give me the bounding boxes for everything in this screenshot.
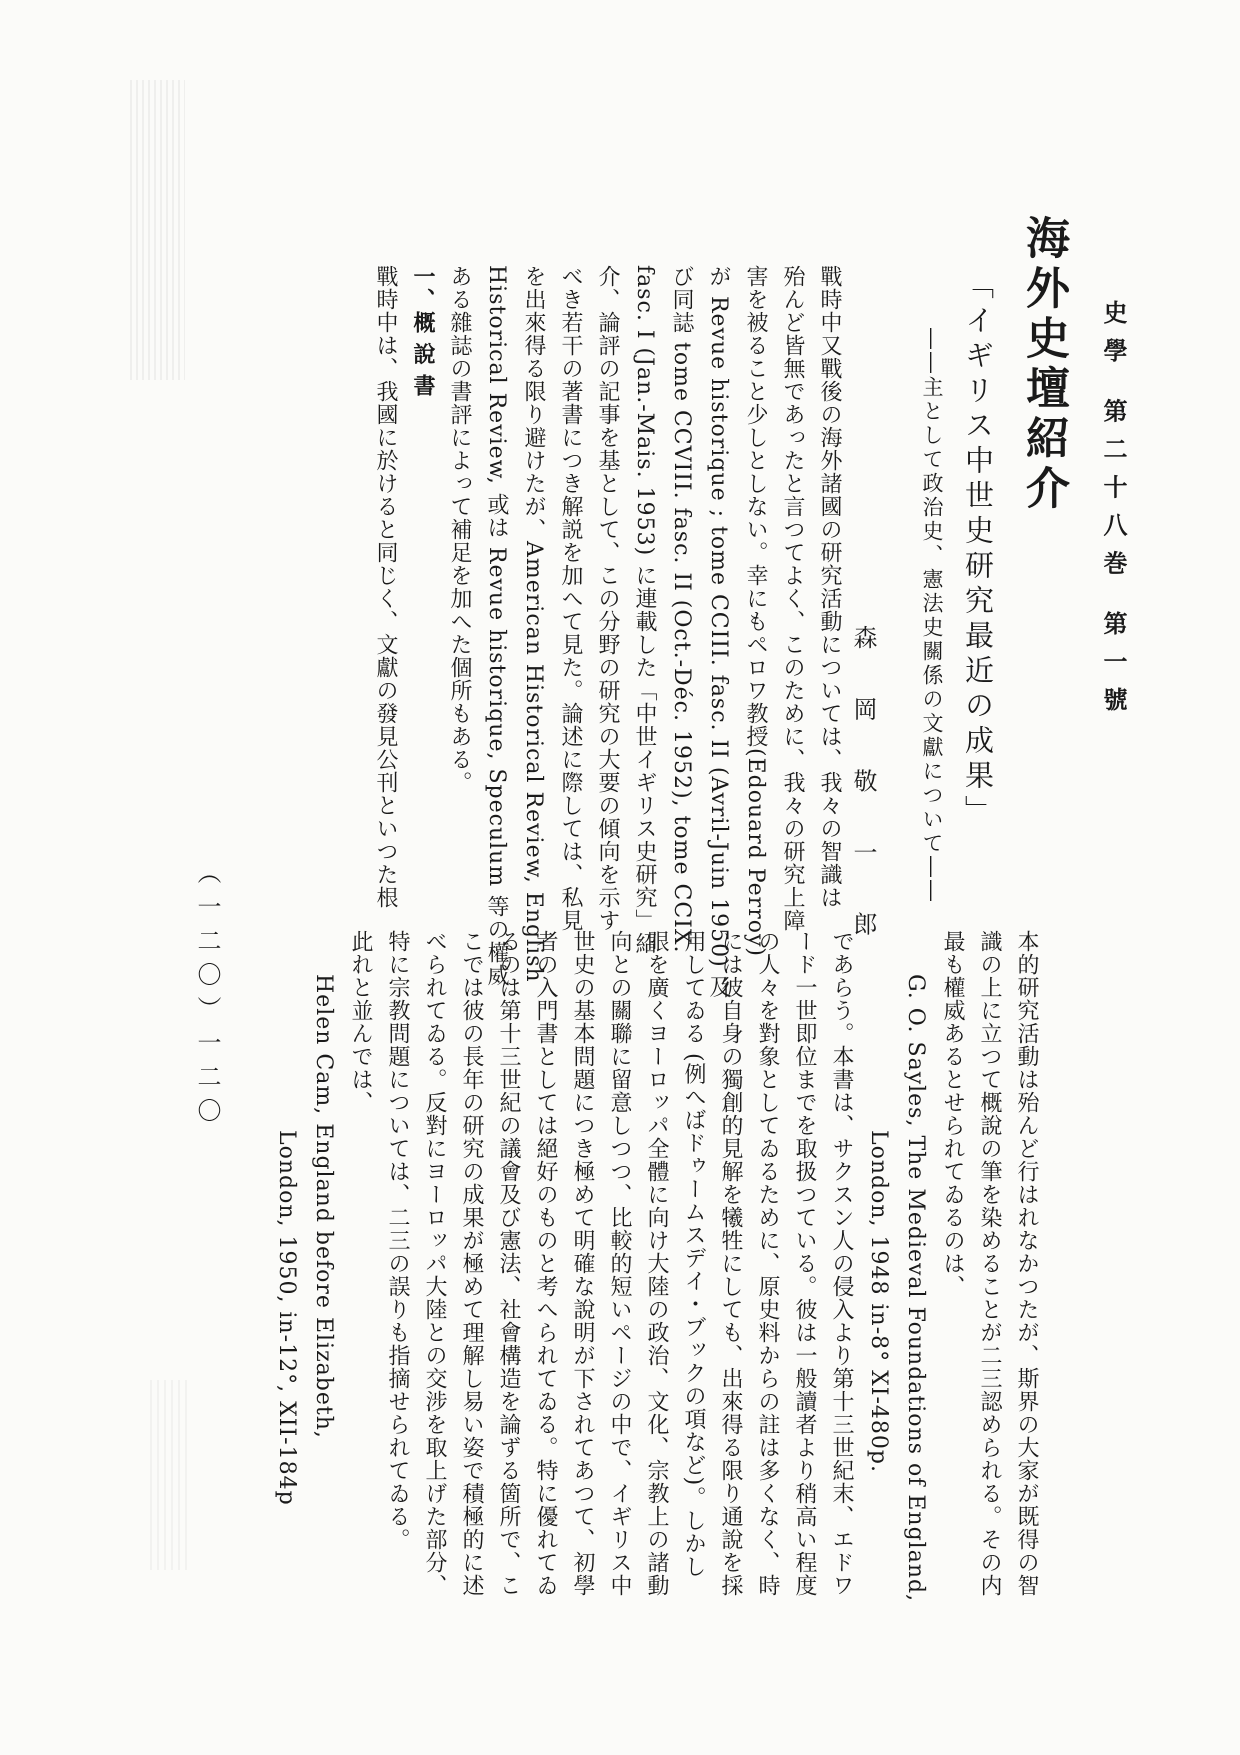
author-name: 森 岡 敬 一 郎 bbox=[849, 625, 877, 956]
body-line: を出來得る限り避けたが、American Historical Review, English bbox=[521, 265, 546, 983]
scan-edge-shadow-bottom bbox=[150, 1380, 190, 1570]
lower-text-column bbox=[268, 930, 1045, 1603]
body-line: には彼自身の獨創的見解を犧牲にしても、出來得る限り通說を採 bbox=[718, 930, 743, 1597]
page-number: （一二〇）一二〇 bbox=[193, 860, 221, 1132]
body-line: 特に宗教問題については、二三の誤りも指摘せられてゐる。 bbox=[385, 930, 410, 1551]
scan-edge-shadow bbox=[130, 80, 185, 380]
body-line: ある雜誌の書評によって補足を加へた個所もある。 bbox=[447, 265, 472, 794]
body-line: るのは第十三世紀の議會及び憲法、社會構造を論ずる箇所で、こ bbox=[496, 930, 521, 1597]
body-line: fasc. I (Jan.-Mais. 1953) に連載した「中世イギリス史研究」紹 bbox=[632, 265, 657, 956]
bibliography-entry-publication: London, 1948 in-8° XI-480p. bbox=[866, 1130, 891, 1473]
body-line: 戰時中は、我國に於けると同じく、文獻の發見公刊といつた根 bbox=[373, 265, 398, 909]
journal-header: 史學 第二十八巻 第一號 bbox=[1099, 300, 1128, 725]
bibliography-entry-publication: London, 1950, in-12°, XII-184p bbox=[274, 1130, 299, 1506]
section-title: 海外史壇紹介 bbox=[1018, 215, 1069, 515]
body-line: Historical Review, 或は Revue historique, Speculum 等の權威 bbox=[484, 265, 509, 988]
body-line: べられてゐる。反對にヨーロッパ大陸との交涉を取上げた部分、 bbox=[422, 930, 447, 1597]
body-line: 者の入門書としては絕好のものと考へられてゐる。特に優れてゐ bbox=[533, 930, 558, 1597]
body-line: べき若干の著書につき解説を加へて見た。論述に際しては、私見 bbox=[558, 265, 583, 932]
body-line: 介、論評の記事を基として、この分野の研究の大要の傾向を示す bbox=[595, 265, 620, 932]
body-line: 本的研究活動は殆んど行はれなかつたが、斯界の大家が既得の智 bbox=[1014, 930, 1039, 1597]
bibliography-entry-title: G. O. Sayles, The Medieval Foundations of England, bbox=[903, 974, 928, 1603]
body-line: の人々を對象としてゐるために、原史料からの註は多くなく、時 bbox=[755, 930, 780, 1597]
section-heading: 一、概 說 書 bbox=[410, 265, 436, 398]
body-line: こでは彼の長年の研究の成果が極めて理解し易い姿で積極的に述 bbox=[459, 930, 484, 1597]
body-line: 殆んど皆無であったと言つてよく、このために、我々の研究上障 bbox=[780, 265, 805, 932]
body-line: ード一世即位までを取扱つている。彼は一般讀者より稍高い程度 bbox=[792, 930, 817, 1597]
body-line: 世史の基本問題につき極めて明確な說明が下されてあつて、初學 bbox=[570, 930, 595, 1597]
body-line: び同誌 tome CCVIII. fasc. II (Oct.-Déc. 1952), tome CCIX. bbox=[669, 265, 694, 954]
upper-text-column bbox=[367, 265, 848, 999]
body-line: 識の上に立つて概說の筆を染めることが二三認められる。その内 bbox=[977, 930, 1002, 1597]
body-line: 用してゐる (例へばドゥームスデイ・ブックの項など)。しかし bbox=[681, 930, 706, 1579]
article-title: 「イギリス中世史研究最近の成果」 bbox=[961, 270, 995, 830]
body-line: 向との關聯に留意しつつ、比較的短いページの中で、イギリス中 bbox=[607, 930, 632, 1597]
body-line: 最も權威あるとせられてゐるのは、 bbox=[940, 930, 965, 1298]
body-line: 害を被ること少しとしない。幸にもペロワ教授(Edouard Perroy) bbox=[743, 265, 768, 957]
article-subtitle: ――主として政治史、憲法史關係の文獻について―― bbox=[920, 328, 944, 904]
body-line: 此れと並んでは、 bbox=[348, 930, 373, 1114]
body-line: が Revue historique ; tome CCIII. fasc. II (Avril-Juin 1950) 及 bbox=[706, 265, 731, 999]
bibliography-entry-title: Helen Cam, England before Elizabeth, bbox=[311, 974, 336, 1439]
body-line: であらう。本書は、サクスン人の侵入より第十三世紀末、エドワ bbox=[829, 930, 854, 1597]
body-line: 戰時中又戰後の海外諸國の研究活動については、我々の智識は bbox=[817, 265, 842, 909]
body-line: 眼を廣くヨーロッパ全體に向け大陸の政治、文化、宗教上の諸動 bbox=[644, 930, 669, 1597]
